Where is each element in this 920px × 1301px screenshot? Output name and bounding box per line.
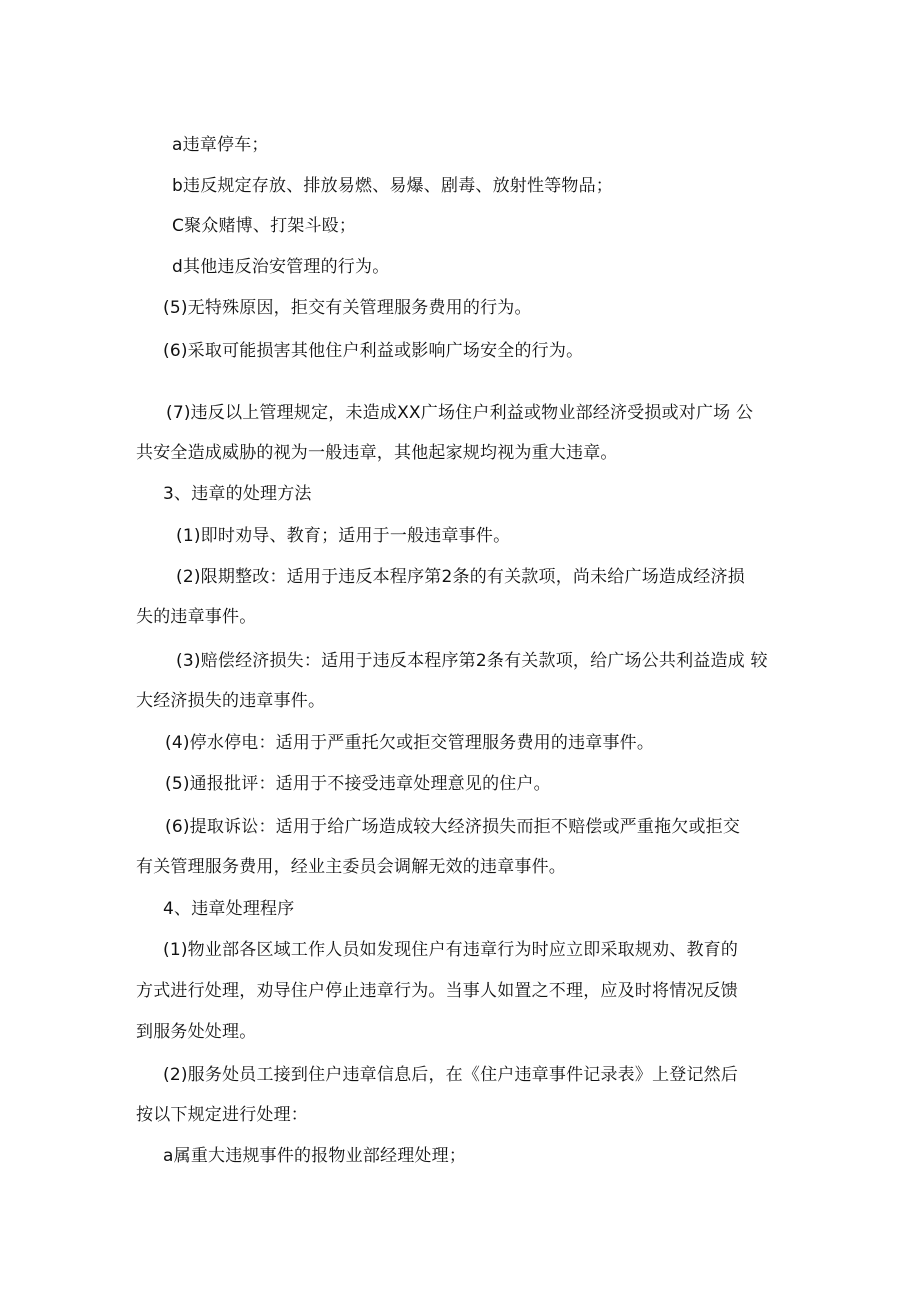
text-line: d其他违反治安管理的行为。 — [172, 257, 390, 277]
text-line: (6)采取可能损害其他住户利益或影响广场安全的行为。 — [163, 341, 584, 361]
section-heading: 3、违章的处理方法 — [163, 484, 312, 504]
text-line: 按以下规定进行处理： — [136, 1105, 308, 1125]
text-line: (7)违反以上管理规定，未造成XX广场住户利益或物业部经济受损或对广场 公 — [166, 403, 754, 423]
text-line: (6)提取诉讼：适用于给广场造成较大经济损失而拒不赔偿或严重拖欠或拒交 — [165, 817, 741, 837]
text-line: 共安全造成威胁的视为一般违章，其他起家规均视为重大违章。 — [136, 443, 618, 463]
text-line: (1)即时劝导、教育；适用于一般违章事件。 — [176, 526, 511, 546]
text-line: a属重大违规事件的报物业部经理处理； — [163, 1146, 467, 1166]
text-line: (2)服务处员工接到住户违章信息后，在《住户违章事件记录表》上登记然后 — [163, 1065, 739, 1085]
text-line: a违章停车； — [172, 135, 269, 155]
text-line: 有关管理服务费用，经业主委员会调解无效的违章事件。 — [136, 857, 566, 877]
text-line: 到服务处处理。 — [136, 1022, 257, 1042]
text-line: (5)无特殊原因，拒交有关管理服务费用的行为。 — [163, 298, 532, 318]
text-line: (5)通报批评：适用于不接受违章处理意见的住户。 — [165, 774, 551, 794]
text-line: 失的违章事件。 — [136, 607, 257, 627]
text-line: (1)物业部各区域工作人员如发现住户有违章行为时应立即采取规劝、教育的 — [163, 940, 739, 960]
text-line: b违反规定存放、排放易燃、易爆、剧毒、放射性等物品； — [172, 176, 613, 196]
text-line: (3)赔偿经济损失：适用于违反本程序第2条有关款项，给广场公共利益造成 较 — [176, 651, 768, 671]
text-line: C聚众赌博、打架斗殴； — [172, 216, 357, 236]
text-line: (2)限期整改：适用于违反本程序第2条的有关款项，尚未给广场造成经济损 — [176, 567, 745, 587]
text-line: 大经济损失的违章事件。 — [136, 691, 326, 711]
text-line: (4)停水停电：适用于严重托欠或拒交管理服务费用的违章事件。 — [165, 733, 655, 753]
text-line: 方式进行处理，劝导住户停止违章行为。当事人如置之不理，应及时将情况反馈 — [136, 981, 738, 1001]
section-heading: 4、违章处理程序 — [163, 899, 295, 919]
